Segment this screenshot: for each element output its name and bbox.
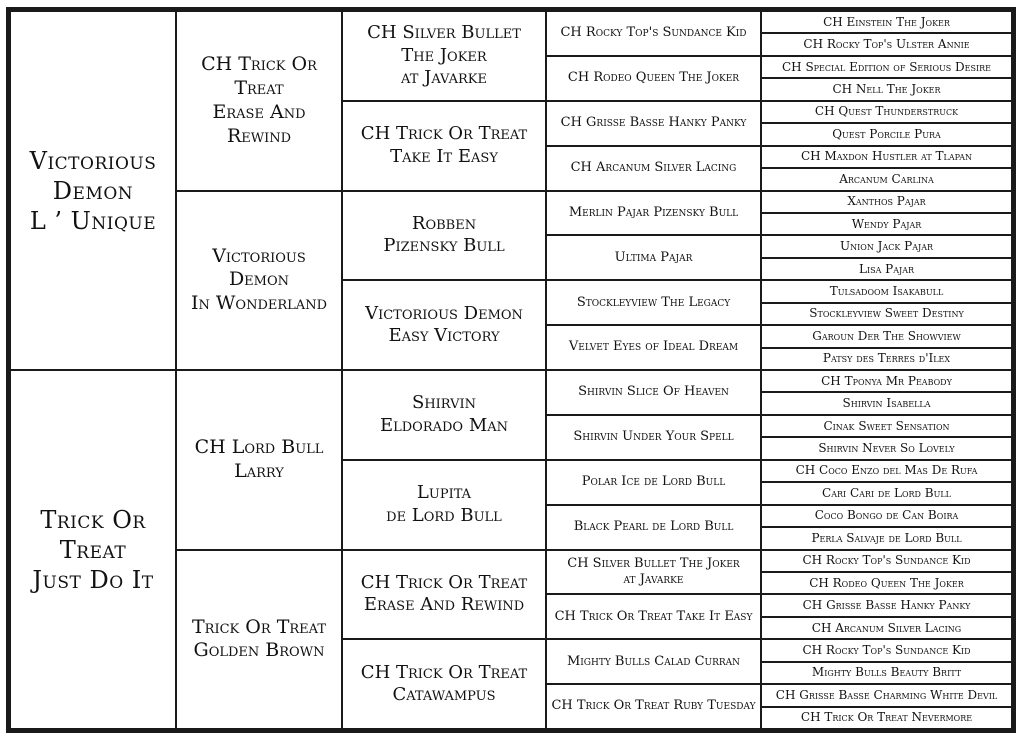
ancestor-gen2-3 (177, 371, 343, 551)
ancestor-name: Velvet Eyes of Ideal Dream (568, 339, 739, 355)
ancestor-gen5-11 (762, 236, 1013, 258)
ancestor-name: CH Trick Or Treat Erase And Rewind (201, 53, 317, 147)
ancestor-name: CH Rodeo Queen The Joker (809, 575, 964, 590)
ancestor-gen1-2 (11, 371, 177, 730)
ancestor-gen5-30 (762, 663, 1013, 685)
ancestor-name: CH Arcanum Silver Lacing (811, 620, 962, 635)
ancestor-gen5-9 (762, 192, 1013, 214)
ancestor-name: Coco Bongo de Can Boira (814, 508, 959, 523)
ancestor-name: CH Trick Or Treat Erase And Rewind (360, 571, 528, 616)
ancestor-gen5-16 (762, 349, 1013, 371)
ancestor-gen5-6 (762, 124, 1013, 146)
ancestor-gen5-7 (762, 147, 1013, 169)
ancestor-name: Polar Ice de Lord Bull (581, 474, 726, 490)
ancestor-gen4-16 (547, 685, 762, 730)
ancestor-name: CH Einstein The Joker (823, 14, 950, 29)
ancestor-name: Victorious Demon In Wonderland (190, 244, 327, 315)
ancestor-gen2-2 (177, 192, 343, 372)
ancestor-name: Merlin Pajar Pizensky Bull (568, 204, 739, 220)
ancestor-gen5-3 (762, 57, 1013, 79)
ancestor-name: Stockleyview The Legacy (576, 294, 731, 310)
ancestor-gen4-4 (547, 147, 762, 192)
ancestor-name: Cinak Sweet Sensation (823, 418, 950, 433)
ancestor-gen3-7 (343, 551, 547, 641)
ancestor-name: Mighty Bulls Calad Curran (566, 653, 741, 669)
ancestor-name: Lisa Pajar (858, 261, 915, 276)
ancestor-name: CH Grisse Basse Charming White Devil (775, 687, 998, 702)
ancestor-name: Garoun Der The Showview (812, 328, 961, 343)
ancestor-gen2-4 (177, 551, 343, 731)
ancestor-name: Victorious Demon Easy Victory (365, 302, 523, 347)
ancestor-gen3-5 (343, 371, 547, 461)
ancestor-gen4-9 (547, 371, 762, 416)
ancestor-gen4-12 (547, 506, 762, 551)
ancestor-gen4-15 (547, 640, 762, 685)
ancestor-gen5-18 (762, 393, 1013, 415)
ancestor-name: CH Nell The Joker (832, 82, 941, 97)
ancestor-name: CH Rocky Top's Sundance Kid (802, 553, 971, 568)
ancestor-gen5-27 (762, 595, 1013, 617)
ancestor-name: CH Rocky Top's Sundance Kid (560, 25, 747, 41)
ancestor-name: CH Rocky Top's Ulster Annie (803, 37, 970, 52)
ancestor-name: CH Special Edition of Serious Desire (781, 59, 992, 74)
ancestor-gen3-1 (343, 12, 547, 102)
ancestor-gen4-8 (547, 326, 762, 371)
ancestor-name: Shirvin Eldorado Man (379, 392, 509, 436)
ancestor-gen4-7 (547, 281, 762, 326)
ancestor-gen5-19 (762, 416, 1013, 438)
ancestor-name: Lupita de Lord Bull (386, 482, 502, 526)
ancestor-gen5-2 (762, 34, 1013, 56)
ancestor-gen4-13 (547, 551, 762, 596)
ancestor-name: CH Trick Or Treat Take It Easy (360, 123, 528, 167)
ancestor-name: Shirvin Under Your Spell (573, 429, 734, 445)
ancestor-name: Wendy Pajar (851, 216, 922, 231)
ancestor-name: CH Tponya Mr Peabody (821, 373, 952, 388)
ancestor-gen5-12 (762, 259, 1013, 281)
ancestor-gen4-11 (547, 461, 762, 506)
ancestor-name: Tulsadoom Isakabull (829, 283, 944, 298)
ancestor-name: Shirvin Isabella (842, 396, 931, 411)
ancestor-name: Xanthos Pajar (847, 194, 926, 209)
ancestor-gen5-13 (762, 281, 1013, 303)
ancestor-name: Quest Porcile Pura (832, 126, 941, 141)
ancestor-gen5-29 (762, 640, 1013, 662)
ancestor-name: Shirvin Never So Lovely (818, 441, 955, 456)
ancestor-name: Shirvin Slice Of Heaven (578, 384, 729, 400)
ancestor-gen5-14 (762, 304, 1013, 326)
ancestor-gen4-14 (547, 595, 762, 640)
ancestor-name: Patsy des Terres d'Ilex (822, 351, 951, 366)
ancestor-name: CH Lord Bull Larry (194, 436, 324, 482)
ancestor-name: CH Trick Or Treat Ruby Tuesday (551, 698, 756, 714)
ancestor-gen5-24 (762, 528, 1013, 550)
ancestor-name: CH Maxdon Hustler at Tlapan (800, 149, 973, 164)
ancestor-gen5-1 (762, 12, 1013, 34)
ancestor-name: Ultima Pajar (614, 249, 693, 265)
ancestor-gen2-1 (177, 12, 343, 192)
ancestor-gen5-23 (762, 506, 1013, 528)
ancestor-name: Trick Or Treat Just Do It (32, 505, 154, 594)
ancestor-gen5-5 (762, 102, 1013, 124)
ancestor-gen5-10 (762, 214, 1013, 236)
ancestor-gen5-15 (762, 326, 1013, 348)
ancestor-gen5-4 (762, 79, 1013, 101)
ancestor-name: CH Silver Bullet The Joker at Javarke (367, 22, 521, 89)
ancestor-gen5-26 (762, 573, 1013, 595)
ancestor-gen4-1 (547, 12, 762, 57)
ancestor-gen3-4 (343, 281, 547, 371)
ancestor-name: Cari Cari de Lord Bull (822, 485, 951, 500)
ancestor-name: CH Rocky Top's Sundance Kid (802, 642, 971, 657)
ancestor-gen3-6 (343, 461, 547, 551)
ancestor-gen5-25 (762, 551, 1013, 573)
ancestor-name: CH Trick Or Treat Catawampus (360, 661, 528, 706)
ancestor-gen4-10 (547, 416, 762, 461)
ancestor-name: Robben Pizensky Bull (383, 212, 505, 257)
ancestor-gen1-1 (11, 12, 177, 371)
ancestor-gen5-28 (762, 618, 1013, 640)
ancestor-name: Union Jack Pajar (839, 239, 933, 254)
ancestor-gen4-2 (547, 57, 762, 102)
ancestor-name: CH Rodeo Queen The Joker (567, 70, 740, 86)
ancestor-gen5-32 (762, 708, 1013, 730)
ancestor-gen5-31 (762, 685, 1013, 707)
ancestor-name: Perla Salvaje de Lord Bull (811, 530, 962, 545)
ancestor-gen5-20 (762, 438, 1013, 460)
ancestor-name: CH Trick Or Treat Take It Easy (554, 608, 753, 624)
ancestor-name: CH Grisse Basse Hanky Panky (560, 115, 747, 131)
ancestor-gen3-2 (343, 102, 547, 192)
ancestor-gen5-17 (762, 371, 1013, 393)
ancestor-gen3-3 (343, 192, 547, 282)
ancestor-gen3-8 (343, 640, 547, 730)
ancestor-gen4-6 (547, 236, 762, 281)
ancestor-gen5-8 (762, 169, 1013, 191)
ancestor-name: CH Grisse Basse Hanky Panky (802, 598, 971, 613)
ancestor-name: CH Trick Or Treat Nevermore (800, 710, 973, 725)
ancestor-name: Mighty Bulls Beauty Britt (811, 665, 962, 680)
ancestor-name: Trick Or Treat Golden Brown (192, 615, 326, 662)
pedigree-chart (9, 10, 1013, 730)
ancestor-gen5-21 (762, 461, 1013, 483)
ancestor-gen4-5 (547, 192, 762, 237)
ancestor-name: Arcanum Carlina (839, 171, 934, 186)
ancestor-name: CH Silver Bullet The Joker at Javarke (567, 555, 740, 587)
ancestor-name: CH Arcanum Silver Lacing (570, 159, 737, 175)
ancestor-gen5-22 (762, 483, 1013, 505)
ancestor-name: Black Pearl de Lord Bull (573, 518, 734, 534)
ancestor-name: Stockleyview Sweet Destiny (809, 306, 964, 321)
ancestor-name: CH Quest Thunderstruck (814, 104, 959, 119)
ancestor-name: Victorious Demon L ’ Unique (29, 146, 157, 235)
ancestor-name: CH Coco Enzo del Mas De Rufa (795, 463, 978, 478)
ancestor-gen4-3 (547, 102, 762, 147)
